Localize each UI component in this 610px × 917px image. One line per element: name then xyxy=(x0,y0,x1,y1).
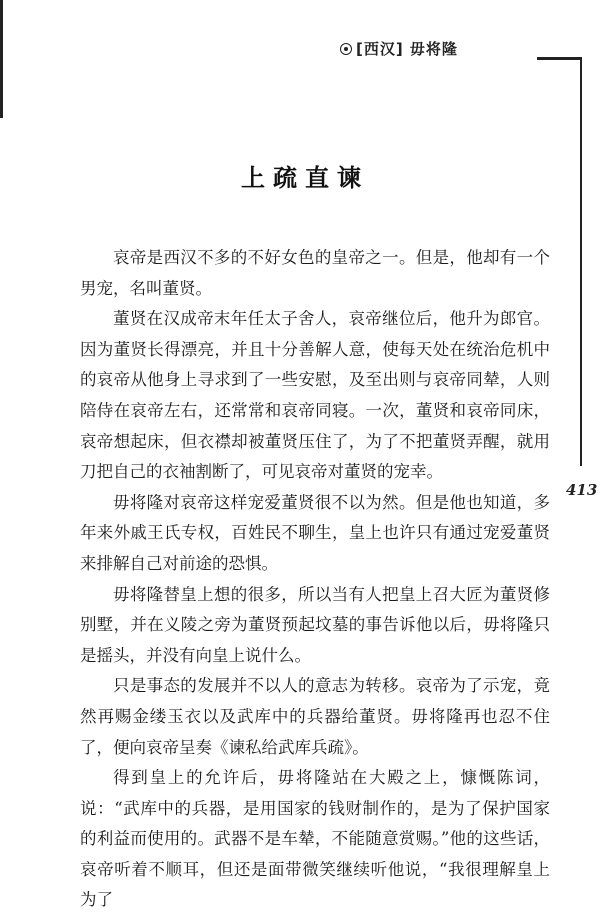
running-header xyxy=(340,38,458,59)
paragraph: 毋将隆对哀帝这样宠爱董贤很不以为然。但是他也知道，多年来外戚王氏专权，百姓民不聊生，皇上也许只有通过宠爱董贤来排解自己对前途的恐惧。 xyxy=(80,492,550,573)
chapter-title: 上疏直谏 xyxy=(241,164,369,192)
margin-rule xyxy=(580,58,582,466)
paragraph: 哀帝是西汉不多的不好女色的皇帝之一。但是，他却有一个男宠，名叫董贤。 xyxy=(80,248,550,298)
paragraph: 董贤在汉成帝末年任太子舍人，哀帝继位后，他升为郎官。因为董贤长得漂亮，并且十分善解人意，使每天处在统治危机中的哀帝从他身上寻求到了一些安慰，及至出则与哀帝同辇，人则陪侍在哀帝左右，还常常和哀帝同寝。一次，董贤和哀帝同床，哀帝想起床，但衣襟却被董贤压住了，为了不把董贤弄醒，就用刀把自己的衣袖割断了，可见哀帝对董贤的宠幸。 xyxy=(80,309,550,482)
left-margin-rule xyxy=(0,0,3,118)
paragraph: 只是事态的发展并不以人的意志为转移。哀帝为了示宠，竟然再赐金缕玉衣以及武库中的兵器给董贤。毋将隆再也忍不住了，便向哀帝呈奏《谏私给武库兵疏》。 xyxy=(80,676,550,757)
page-number: 413 xyxy=(566,481,598,499)
bullseye-icon xyxy=(340,43,352,55)
header-rule xyxy=(537,57,582,60)
body-text xyxy=(80,243,550,916)
paragraph: 毋将隆替皇上想的很多，所以当有人把皇上召大匠为董贤修别墅，并在义陵之旁为董贤预起坟墓的事告诉他以后，毋将隆只是摇头，并没有向皇上说什么。 xyxy=(80,584,550,665)
paragraph: 得到皇上的允许后，毋将隆站在大殿之上，慷慨陈词，说：“武库中的兵器，是用国家的钱财制作的，是为了保护国家的利益而使用的。武器不是车辇，不能随意赏赐。”他的这些话，哀帝听着不顺耳，但还是面带微笑继续听他说，“我很理解皇上为了 xyxy=(80,768,550,910)
running-title: [西汉] 毋将隆 xyxy=(356,40,458,58)
